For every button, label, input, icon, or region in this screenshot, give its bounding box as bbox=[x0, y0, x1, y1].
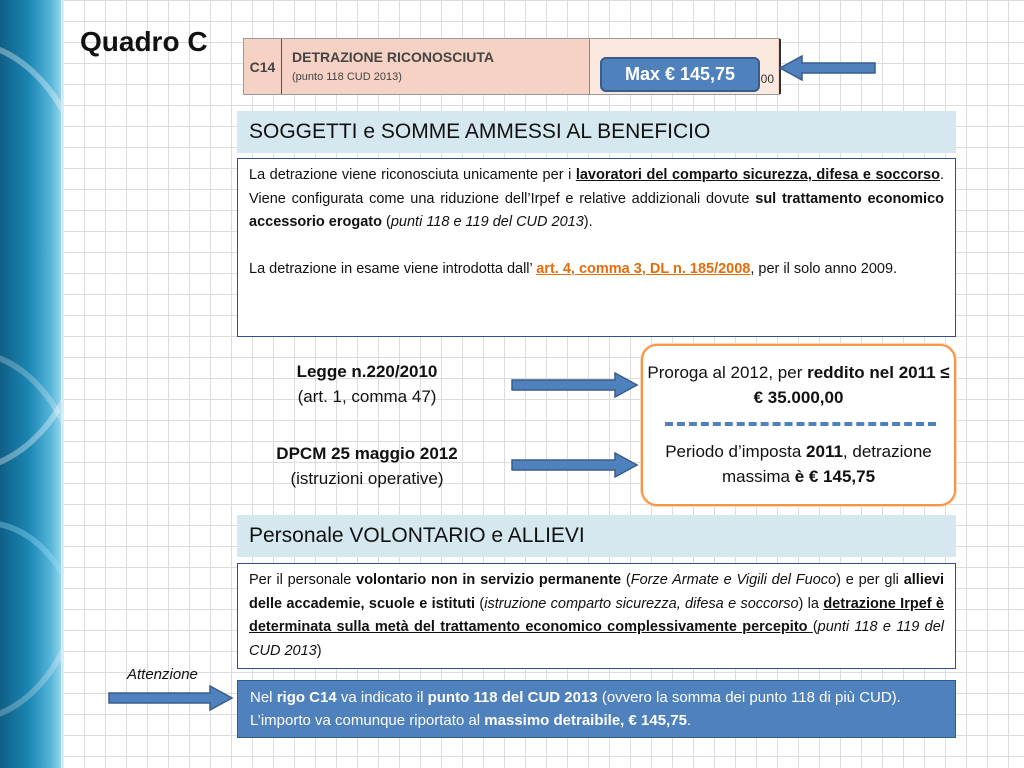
arrow-right-icon bbox=[510, 452, 640, 478]
law-title: DPCM 25 maggio 2012 bbox=[276, 444, 458, 463]
law-reference-2 bbox=[248, 441, 486, 491]
cud-row-subtitle: (punto 118 CUD 2013) bbox=[292, 71, 402, 83]
swirl-decoration bbox=[0, 520, 64, 768]
attention-note-box: Nel rigo C14 va indicato il punto 118 del CUD 2013 (ovvero la somma dei punto 118 di più CUD). L’importo va comunque riportato al massimo detraibile, € 145,75. bbox=[237, 680, 956, 738]
cud-value-digits: 00 bbox=[760, 72, 774, 86]
arrow-right-icon bbox=[107, 685, 235, 711]
soggetti-paragraph-2: La detrazione in esame viene introdotta dall’ art. 4, comma 3, DL n. 185/2008, per il solo anno 2009. bbox=[249, 260, 898, 277]
proroga-text: Proroga al 2012, per reddito nel 2011 ≤ € 35.000,00 bbox=[647, 363, 950, 407]
volontario-text-box bbox=[237, 563, 956, 669]
decoration-edge bbox=[61, 0, 64, 768]
section-header-soggetti: SOGGETTI e SOMME AMMESSI AL BENEFICIO bbox=[237, 111, 956, 153]
arrow-right-icon bbox=[510, 372, 640, 398]
volontario-paragraph: Per il personale volontario non in servizio permanente (Forze Armate e Vigili del Fuoco) e per gli allievi delle accademie, scuole e istituti (istruzione comparto sicurezza, difesa e soccorso) la detrazione Irpef è determinata sulla metà del trattamento economico complessivamente percepito (punti 118 e 119 del CUD 2013) bbox=[249, 572, 945, 659]
cud-row-title: DETRAZIONE RICONOSCIUTA bbox=[292, 49, 494, 65]
slide-title: Quadro C bbox=[80, 26, 208, 57]
section-header-volontario: Personale VOLONTARIO e ALLIEVI bbox=[237, 515, 956, 557]
proroga-box bbox=[641, 344, 956, 506]
law-title: Legge n.220/2010 bbox=[296, 362, 438, 381]
law-subtitle: (istruzioni operative) bbox=[290, 469, 444, 488]
cud-row-code: C14 bbox=[244, 39, 282, 94]
dashed-divider bbox=[665, 422, 936, 426]
attention-label: Attenzione bbox=[127, 666, 198, 683]
max-amount-badge: Max € 145,75 bbox=[600, 57, 760, 92]
soggetti-text-box bbox=[237, 158, 956, 337]
law-reference-1 bbox=[248, 359, 486, 409]
arrow-left-icon bbox=[778, 55, 878, 81]
left-decoration bbox=[0, 0, 64, 768]
periodo-text: Periodo d’imposta 2011, detrazione massima è € 145,75 bbox=[665, 442, 932, 486]
law-subtitle: (art. 1, comma 47) bbox=[297, 387, 437, 406]
soggetti-paragraph-1: La detrazione viene riconosciuta unicamente per i lavoratori del comparto sicurezza, difesa e soccorso. Viene configurata come una riduzione dell’Irpef e relative addizionali dovute sul trattamento economico accessorio erogato (punti 118 e 119 del CUD 2013). bbox=[249, 167, 945, 230]
